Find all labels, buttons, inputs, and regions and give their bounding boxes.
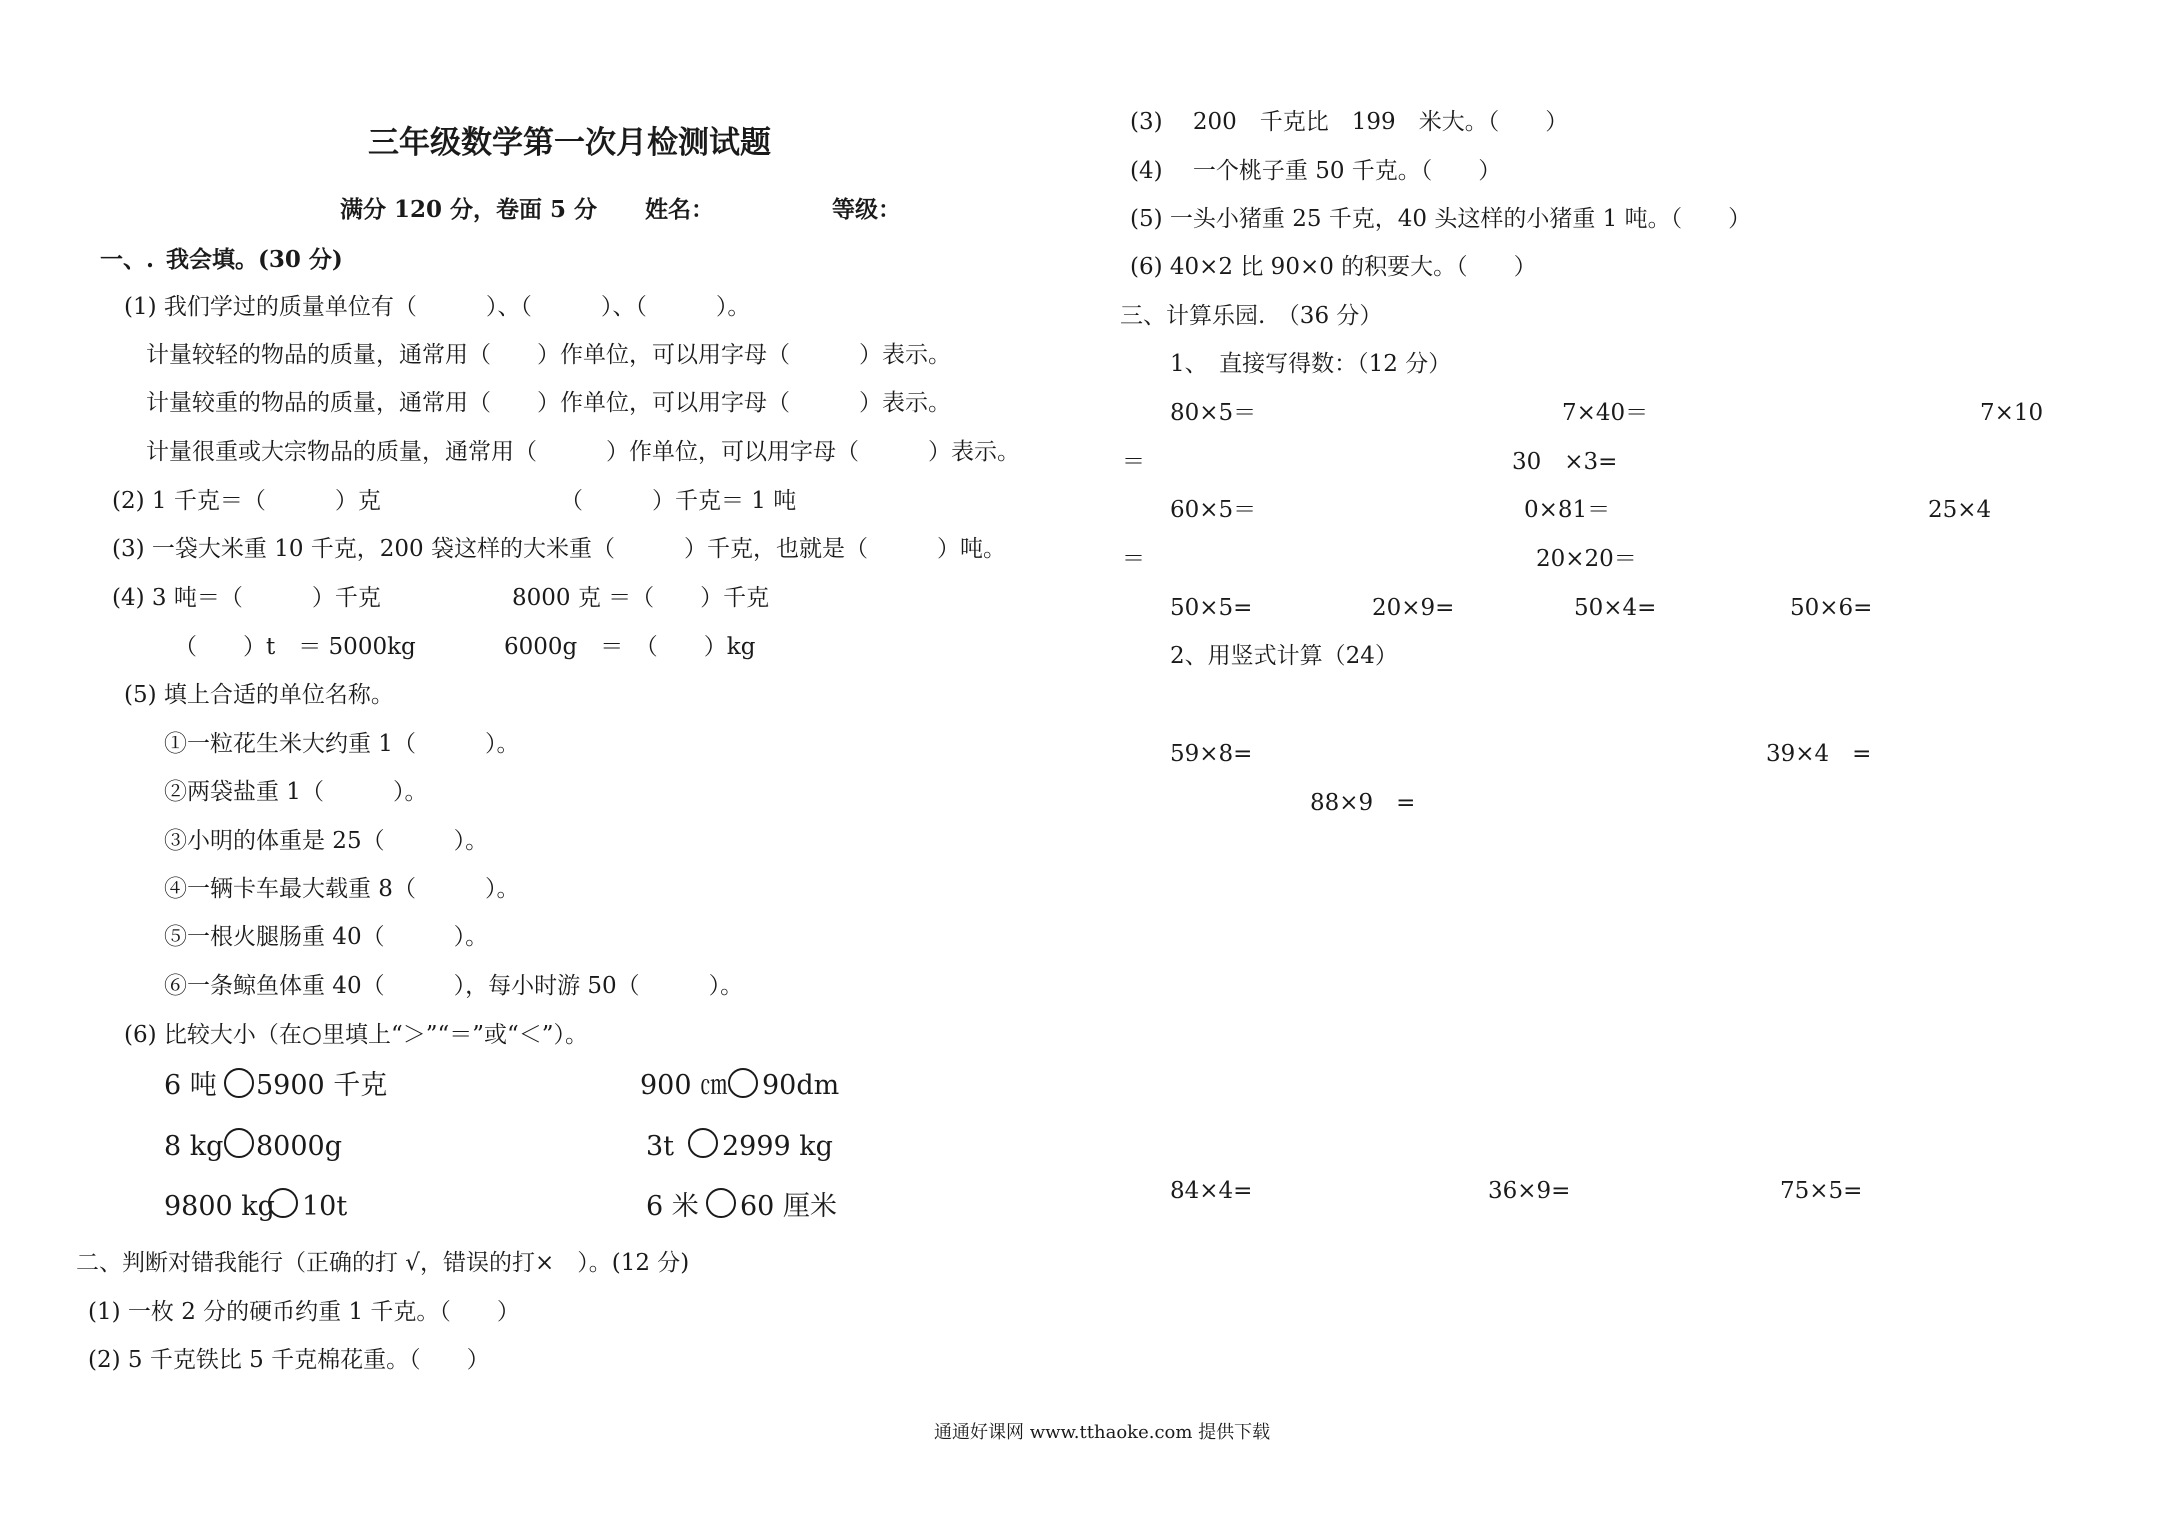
compare-right: 2999 kg	[722, 1131, 833, 1162]
oral-problem: 80×5＝	[1170, 400, 1257, 426]
q1c-text: 计量很重或大宗物品的质量，通常用（ ）作单位，可以用字母（ ）表示。	[146, 439, 1020, 465]
oral-problem: ＝	[1122, 449, 1145, 475]
compare-left: 6 吨	[164, 1070, 217, 1101]
q1b-text: 计量较重的物品的质量，通常用（ ）作单位，可以用字母（ ）表示。	[146, 390, 951, 416]
compare-circle[interactable]	[224, 1068, 254, 1098]
compare-left: 3t	[646, 1131, 675, 1162]
oral-problem: 50×5=	[1170, 595, 1253, 621]
compare-circle[interactable]	[706, 1188, 736, 1218]
compare-circle[interactable]	[268, 1188, 298, 1218]
q4b-text: 8000 克 ＝（ ）千克	[512, 585, 770, 611]
vertical-problem: 84×4=	[1170, 1178, 1253, 1204]
vertical-problem: 59×8=	[1170, 741, 1253, 767]
compare-right: 5900 千克	[256, 1070, 388, 1101]
compare-left: 9800 kg	[164, 1191, 275, 1222]
q3-text: (3) 一袋大米重 10 千克，200 袋这样的大米重（ ）千克，也就是（ ）吨。	[112, 536, 1006, 562]
compare-circle[interactable]	[728, 1068, 758, 1098]
oral-problem: 50×4=	[1574, 595, 1657, 621]
section1-heading: 我会填。(30 分)	[166, 246, 343, 273]
q4d-text: 6000g ＝ （ ）kg	[504, 634, 756, 660]
vertical-problem: 39×4 =	[1766, 741, 1872, 767]
oral-problem: 30 ×3=	[1512, 449, 1618, 475]
q5-item: ①一粒花生米大约重 1（ ）。	[164, 731, 520, 757]
compare-right: 90dm	[762, 1070, 840, 1101]
vertical-problem: 36×9=	[1488, 1178, 1571, 1204]
oral-problem: 20×20＝	[1536, 546, 1637, 572]
oral-problem: 7×40＝	[1562, 400, 1649, 426]
q1a-text: 计量较轻的物品的质量，通常用（ ）作单位，可以用字母（ ）表示。	[146, 342, 951, 368]
oral-problem: 60×5＝	[1170, 497, 1257, 523]
compare-left: 8 kg	[164, 1131, 224, 1162]
q5-item: ⑤一根火腿肠重 40（ ）。	[164, 924, 489, 950]
score-info: 满分 120 分，卷面 5 分	[340, 196, 598, 223]
footer-credit: 通通好课网 www.tthaoke.com 提供下载	[934, 1422, 1271, 1443]
oral-problem: 7×10	[1980, 400, 2044, 426]
q2-text: (2) 1 千克＝（ ）克	[112, 488, 381, 514]
oral-problem: 20×9=	[1372, 595, 1455, 621]
judge-item: (1) 一枚 2 分的硬币约重 1 千克。（ ）	[88, 1299, 520, 1325]
section2-heading: 二、判断对错我能行（正确的打 √，错误的打× ）。(12 分)	[76, 1250, 690, 1276]
section1-number: 一、.	[100, 246, 155, 273]
q5-text: (5) 填上合适的单位名称。	[124, 682, 394, 708]
compare-circle[interactable]	[224, 1128, 254, 1158]
section3-heading: 三、计算乐园. （36 分）	[1120, 303, 1383, 329]
judge-item: (4) 一个桃子重 50 千克。（ ）	[1130, 158, 1502, 184]
oral-problem: 25×4	[1928, 497, 1992, 523]
q1-text: (1) 我们学过的质量单位有（ ）、（ ）、（ ）。	[124, 294, 751, 320]
oral-problem: ＝	[1122, 546, 1145, 572]
oral-calc-heading: 1、 直接写得数：（12 分）	[1170, 351, 1452, 377]
vertical-problem: 75×5=	[1780, 1178, 1863, 1204]
oral-problem: 50×6=	[1790, 595, 1873, 621]
judge-item: (6) 40×2 比 90×0 的积要大。（ ）	[1130, 254, 1537, 280]
judge-item: (5) 一头小猪重 25 千克，40 头这样的小猪重 1 吨。（ ）	[1130, 206, 1752, 232]
compare-left: 900 ㎝	[640, 1070, 728, 1101]
grade-label: 等级：	[832, 196, 901, 223]
judge-item: (2) 5 千克铁比 5 千克棉花重。（ ）	[88, 1347, 490, 1373]
compare-left: 6 米	[646, 1191, 699, 1222]
vertical-calc-heading: 2、用竖式计算（24）	[1170, 643, 1398, 669]
compare-right: 10t	[302, 1191, 348, 1222]
q6-text: (6) 比较大小（在○里填上“＞”“＝”或“＜”）。	[124, 1022, 589, 1048]
q4c-text: （ ）t ＝ 5000kg	[174, 634, 416, 660]
q5-item: ③小明的体重是 25（ ）。	[164, 828, 489, 854]
q2b-text: （ ）千克＝ 1 吨	[560, 488, 797, 514]
q4-text: (4) 3 吨＝（ ）千克	[112, 585, 381, 611]
q5-item: ④一辆卡车最大载重 8（ ）。	[164, 876, 520, 902]
q5-item: ⑥一条鲸鱼体重 40（ ），每小时游 50（ ）。	[164, 973, 744, 999]
name-label: 姓名：	[645, 196, 714, 223]
compare-right: 8000g	[256, 1131, 342, 1162]
judge-item: (3) 200 千克比 199 米大。（ ）	[1130, 109, 1569, 135]
q5-item: ②两袋盐重 1（ ）。	[164, 779, 428, 805]
vertical-problem: 88×9 =	[1310, 790, 1416, 816]
page-title: 三年级数学第一次月检测试题	[368, 125, 771, 161]
compare-circle[interactable]	[688, 1128, 718, 1158]
oral-problem: 0×81＝	[1524, 497, 1611, 523]
compare-right: 60 厘米	[740, 1191, 837, 1222]
